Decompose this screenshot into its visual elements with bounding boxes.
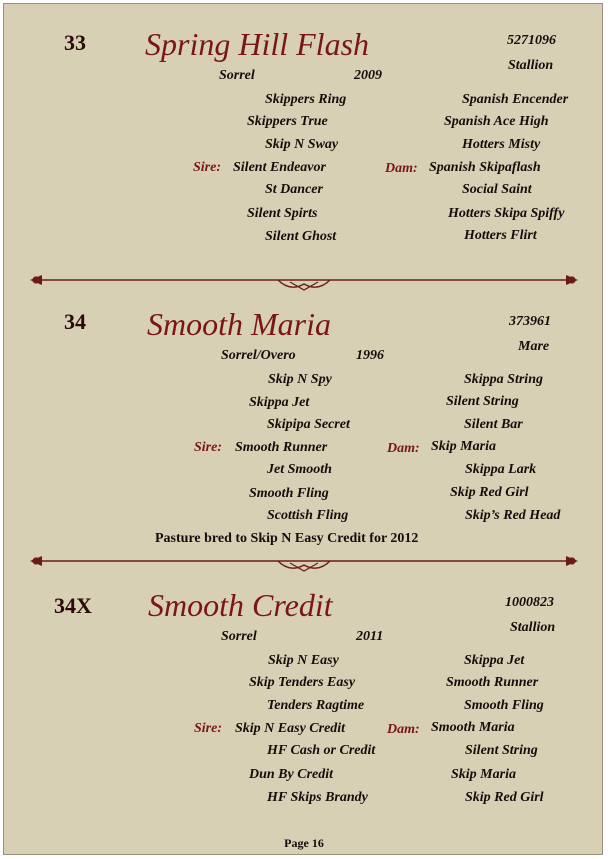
ornamental-divider	[28, 547, 580, 577]
horse-color: Sorrel/Overo	[221, 348, 296, 363]
pedigree-sire-dam: Skipipa Secret	[267, 417, 350, 432]
pedigree-dam-dam-dam-dam: Hotters Flirt	[464, 228, 537, 243]
pedigree-dam-sire: Skippa String	[464, 372, 543, 387]
pedigree-dam-dam-sire: Social Saint	[462, 182, 532, 197]
pedigree-dam-dam-sire: Silent String	[465, 743, 538, 758]
pedigree-dam-sire-sire: Spanish Ace High	[444, 114, 549, 129]
pedigree-sire-dam-sire: Jet Smooth	[267, 462, 332, 477]
pedigree-sire-dam: Skip N Sway	[265, 137, 339, 152]
foal-year: 1996	[356, 348, 384, 363]
dam-name: Skip Maria	[431, 439, 496, 454]
pedigree-dam-dam-dam: Skip Red Girl	[450, 485, 529, 500]
pedigree-sire-sire: Skip N Easy	[268, 653, 339, 668]
sire-label: Sire:	[194, 440, 222, 455]
foal-year: 2009	[354, 68, 382, 83]
breeding-note: Pasture bred to Skip N Easy Credit for 2012	[155, 531, 419, 546]
pedigree-dam-sire-sire: Smooth Runner	[446, 675, 539, 690]
foal-year: 2011	[356, 629, 384, 644]
sire-name: Skip N Easy Credit	[235, 721, 346, 736]
horse-color: Sorrel	[221, 629, 257, 644]
pedigree-dam-sire-dam: Silent Bar	[464, 417, 523, 432]
lot-number: 34	[64, 309, 86, 334]
pedigree-dam-sire-sire: Silent String	[446, 394, 519, 409]
sire-name: Silent Endeavor	[233, 160, 326, 175]
pedigree-sire-dam-dam: Dun By Credit	[249, 767, 334, 782]
pedigree-dam-dam-sire: Skippa Lark	[465, 462, 537, 477]
pedigree-dam-dam-dam-dam: Skip Red Girl	[465, 790, 544, 805]
dam-name: Smooth Maria	[431, 720, 515, 735]
dam-name: Spanish Skipaflash	[429, 160, 541, 175]
horse-color: Sorrel	[219, 68, 255, 83]
pedigree-sire-sire-sire: Skippers True	[247, 114, 328, 129]
pedigree-sire-dam-dam-dam: Silent Ghost	[265, 229, 337, 244]
pedigree-sire-dam: Tenders Ragtime	[267, 698, 365, 713]
pedigree-sire-dam-sire: HF Cash or Credit	[267, 743, 376, 758]
dam-label: Dam:	[387, 441, 420, 456]
pedigree-sire-sire-sire: Skippa Jet	[249, 395, 310, 410]
lot-number: 33	[64, 30, 86, 55]
registration-number: 1000823	[505, 595, 554, 610]
dam-label: Dam:	[385, 161, 418, 176]
pedigree-sire-dam-dam-dam: HF Skips Brandy	[267, 790, 368, 805]
pedigree-sire-dam-dam: Silent Spirts	[247, 206, 318, 221]
pedigree-sire-dam-sire: St Dancer	[265, 182, 323, 197]
pedigree-dam-dam-dam: Skip Maria	[451, 767, 516, 782]
sire-name: Smooth Runner	[235, 440, 328, 455]
pedigree-sire-sire: Skippers Ring	[265, 92, 347, 107]
pedigree-sire-sire: Skip N Spy	[268, 372, 332, 387]
pedigree-dam-sire: Spanish Encender	[462, 92, 569, 107]
lot-number: 34X	[54, 593, 92, 618]
horse-name: Smooth Maria	[147, 306, 331, 342]
horse-sex: Mare	[518, 339, 550, 354]
pedigree-dam-sire-dam: Smooth Fling	[464, 698, 544, 713]
horse-name: Smooth Credit	[148, 587, 333, 623]
registration-number: 373961	[509, 314, 551, 329]
pedigree-dam-sire-dam: Hotters Misty	[462, 137, 541, 152]
sire-label: Sire:	[193, 160, 221, 175]
pedigree-sire-sire-sire: Skip Tenders Easy	[249, 675, 356, 690]
catalog-page	[3, 3, 603, 855]
pedigree-dam-dam-dam-dam: Skip’s Red Head	[465, 508, 561, 523]
pedigree-sire-dam-dam-dam: Scottish Fling	[267, 508, 349, 523]
horse-sex: Stallion	[508, 58, 554, 73]
page-number: Page 16	[284, 836, 324, 850]
pedigree-dam-dam-dam: Hotters Skipa Spiffy	[448, 206, 565, 221]
pedigree-sire-dam-dam: Smooth Fling	[249, 486, 329, 501]
ornamental-divider	[28, 266, 580, 296]
pedigree-dam-sire: Skippa Jet	[464, 653, 525, 668]
dam-label: Dam:	[387, 722, 420, 737]
horse-name: Spring Hill Flash	[145, 26, 370, 62]
registration-number: 5271096	[507, 33, 556, 48]
sire-label: Sire:	[194, 721, 222, 736]
horse-sex: Stallion	[510, 620, 556, 635]
